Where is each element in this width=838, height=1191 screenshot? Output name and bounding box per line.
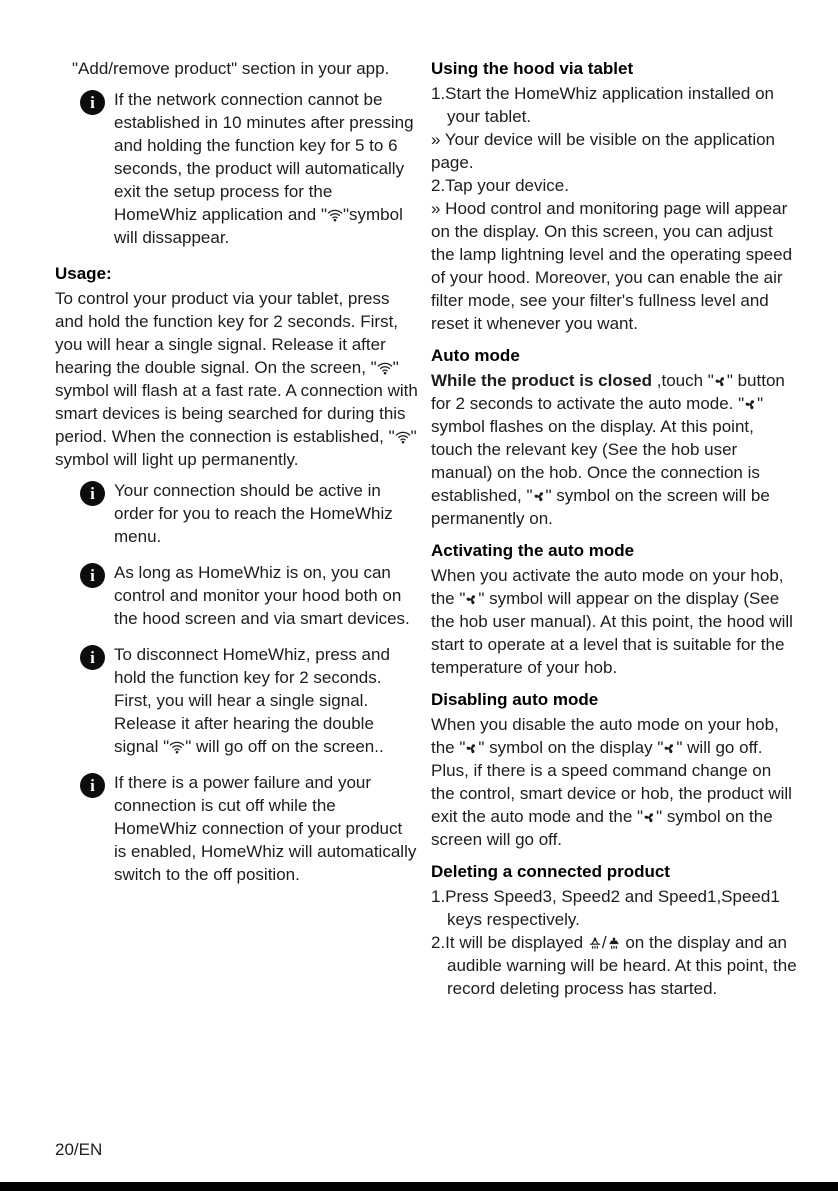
page-number: 20/EN: [55, 1140, 103, 1159]
section-heading-disabling-auto-mode: Disabling auto mode: [431, 690, 599, 709]
result-line: » Your device will be visible on the application page.: [431, 130, 776, 172]
auto-mode-icon: [643, 811, 656, 824]
intro-paragraph: "Add/remove product" section in your app.: [72, 59, 390, 78]
right-column: [431, 57, 799, 1000]
disabling-paragraph: When you disable the auto mode on your hob, the " " symbol on the display " " will go off. Plus, if there is a speed command change on the control, smart device or hob, the product will exit the auto mode and the " " symbol on the screen will go off.: [431, 715, 792, 849]
section-heading-activating-auto-mode: Activating the auto mode: [431, 541, 635, 560]
info-icon: i: [80, 645, 105, 670]
wifi-icon: [395, 431, 411, 444]
usage-paragraph: To control your product via your tablet, press and hold the function key for 2 seconds. First, you will hear a single signal. Release it after hearing the double signal. On the screen, " " symbol will flash at a fast rate. A connection with smart devices is being searched for during this period. When the connection is established, " " symbol will light up permanently.: [55, 289, 418, 469]
note-text: To disconnect HomeWhiz, press and hold the function key for 2 seconds. First, you will hear a single signal. Release it after hearing the double signal " " will go off on the screen..: [114, 645, 390, 756]
info-icon: i: [80, 563, 105, 588]
footer-bar: [0, 1182, 838, 1191]
auto-mode-paragraph: [431, 369, 799, 530]
auto-mode-icon: [465, 593, 478, 606]
info-note: [80, 479, 419, 548]
note-text: As long as HomeWhiz is on, you can control and monitor your hood both on the hood screen and via smart devices.: [114, 563, 410, 628]
usage-heading: Usage:: [55, 264, 112, 283]
numbered-item: 2.Tap your device.: [431, 176, 569, 195]
auto-mode-icon: [533, 490, 546, 503]
note-text: If the network connection cannot be established in 10 minutes after pressing and holding the function key for 5 to 6 seconds, the product will automatically exit the setup process for the HomeWhiz application and " "symbol will dissappear.: [114, 90, 414, 247]
numbered-item: 1.Start the HomeWhiz application installed on your tablet.: [431, 84, 775, 126]
info-note: [80, 771, 419, 886]
bold-lead: While the product is closed: [431, 371, 653, 390]
section-heading-auto-mode: Auto mode: [431, 346, 520, 365]
info-note: [80, 88, 419, 249]
info-icon: i: [80, 90, 105, 115]
note-text: Your connection should be active in order for you to reach the HomeWhiz menu.: [114, 481, 393, 546]
wifi-icon: [377, 362, 393, 375]
activating-paragraph: When you activate the auto mode on your hob, the " " symbol will appear on the display (See the hob user manual). At this point, the hood will start to operate at a level that is suitable for the temperature of your hob.: [431, 566, 793, 677]
result-line: » Hood control and monitoring page will appear on the display. On this screen, you can adjust the lamp lightning level and the operating speed of your hood. Moreover, you can enable the air filter mode, see your filter's fullness level and reset it whenever you want.: [431, 199, 793, 333]
section-heading-deleting-product: Deleting a connected product: [431, 862, 670, 881]
info-icon: i: [80, 773, 105, 798]
auto-mode-icon: [744, 398, 757, 411]
section-heading-using-hood: Using the hood via tablet: [431, 59, 634, 78]
auto-mode-icon: [465, 742, 478, 755]
hood-symbol-icon: [588, 936, 602, 950]
paragraph-text: ,touch " " button for 2 seconds to activate the auto mode. " " symbol flashes on the display. At this point, touch the relevant key (See the hob user manual) on the hob. Once the connection is established, " " symbol on the screen will be permanently on.: [431, 371, 785, 528]
left-column: [55, 57, 419, 899]
info-note: [80, 643, 419, 758]
info-icon: i: [80, 481, 105, 506]
auto-mode-icon: [714, 375, 727, 388]
numbered-item: 2.It will be displayed / on the display and an audible warning will be heard. At this point, the record deleting process has started.: [431, 933, 797, 998]
wifi-icon: [327, 209, 343, 222]
numbered-item: 1.Press Speed3, Speed2 and Speed1,Speed1 keys respectively.: [431, 887, 780, 929]
wifi-icon: [169, 741, 185, 754]
auto-mode-icon: [663, 742, 676, 755]
hood-symbol-alt-icon: [607, 936, 621, 950]
info-note: [80, 561, 419, 630]
note-text: If there is a power failure and your connection is cut off while the HomeWhiz connection of your product is enabled, HomeWhiz will automatically switch to the off position.: [114, 773, 417, 884]
